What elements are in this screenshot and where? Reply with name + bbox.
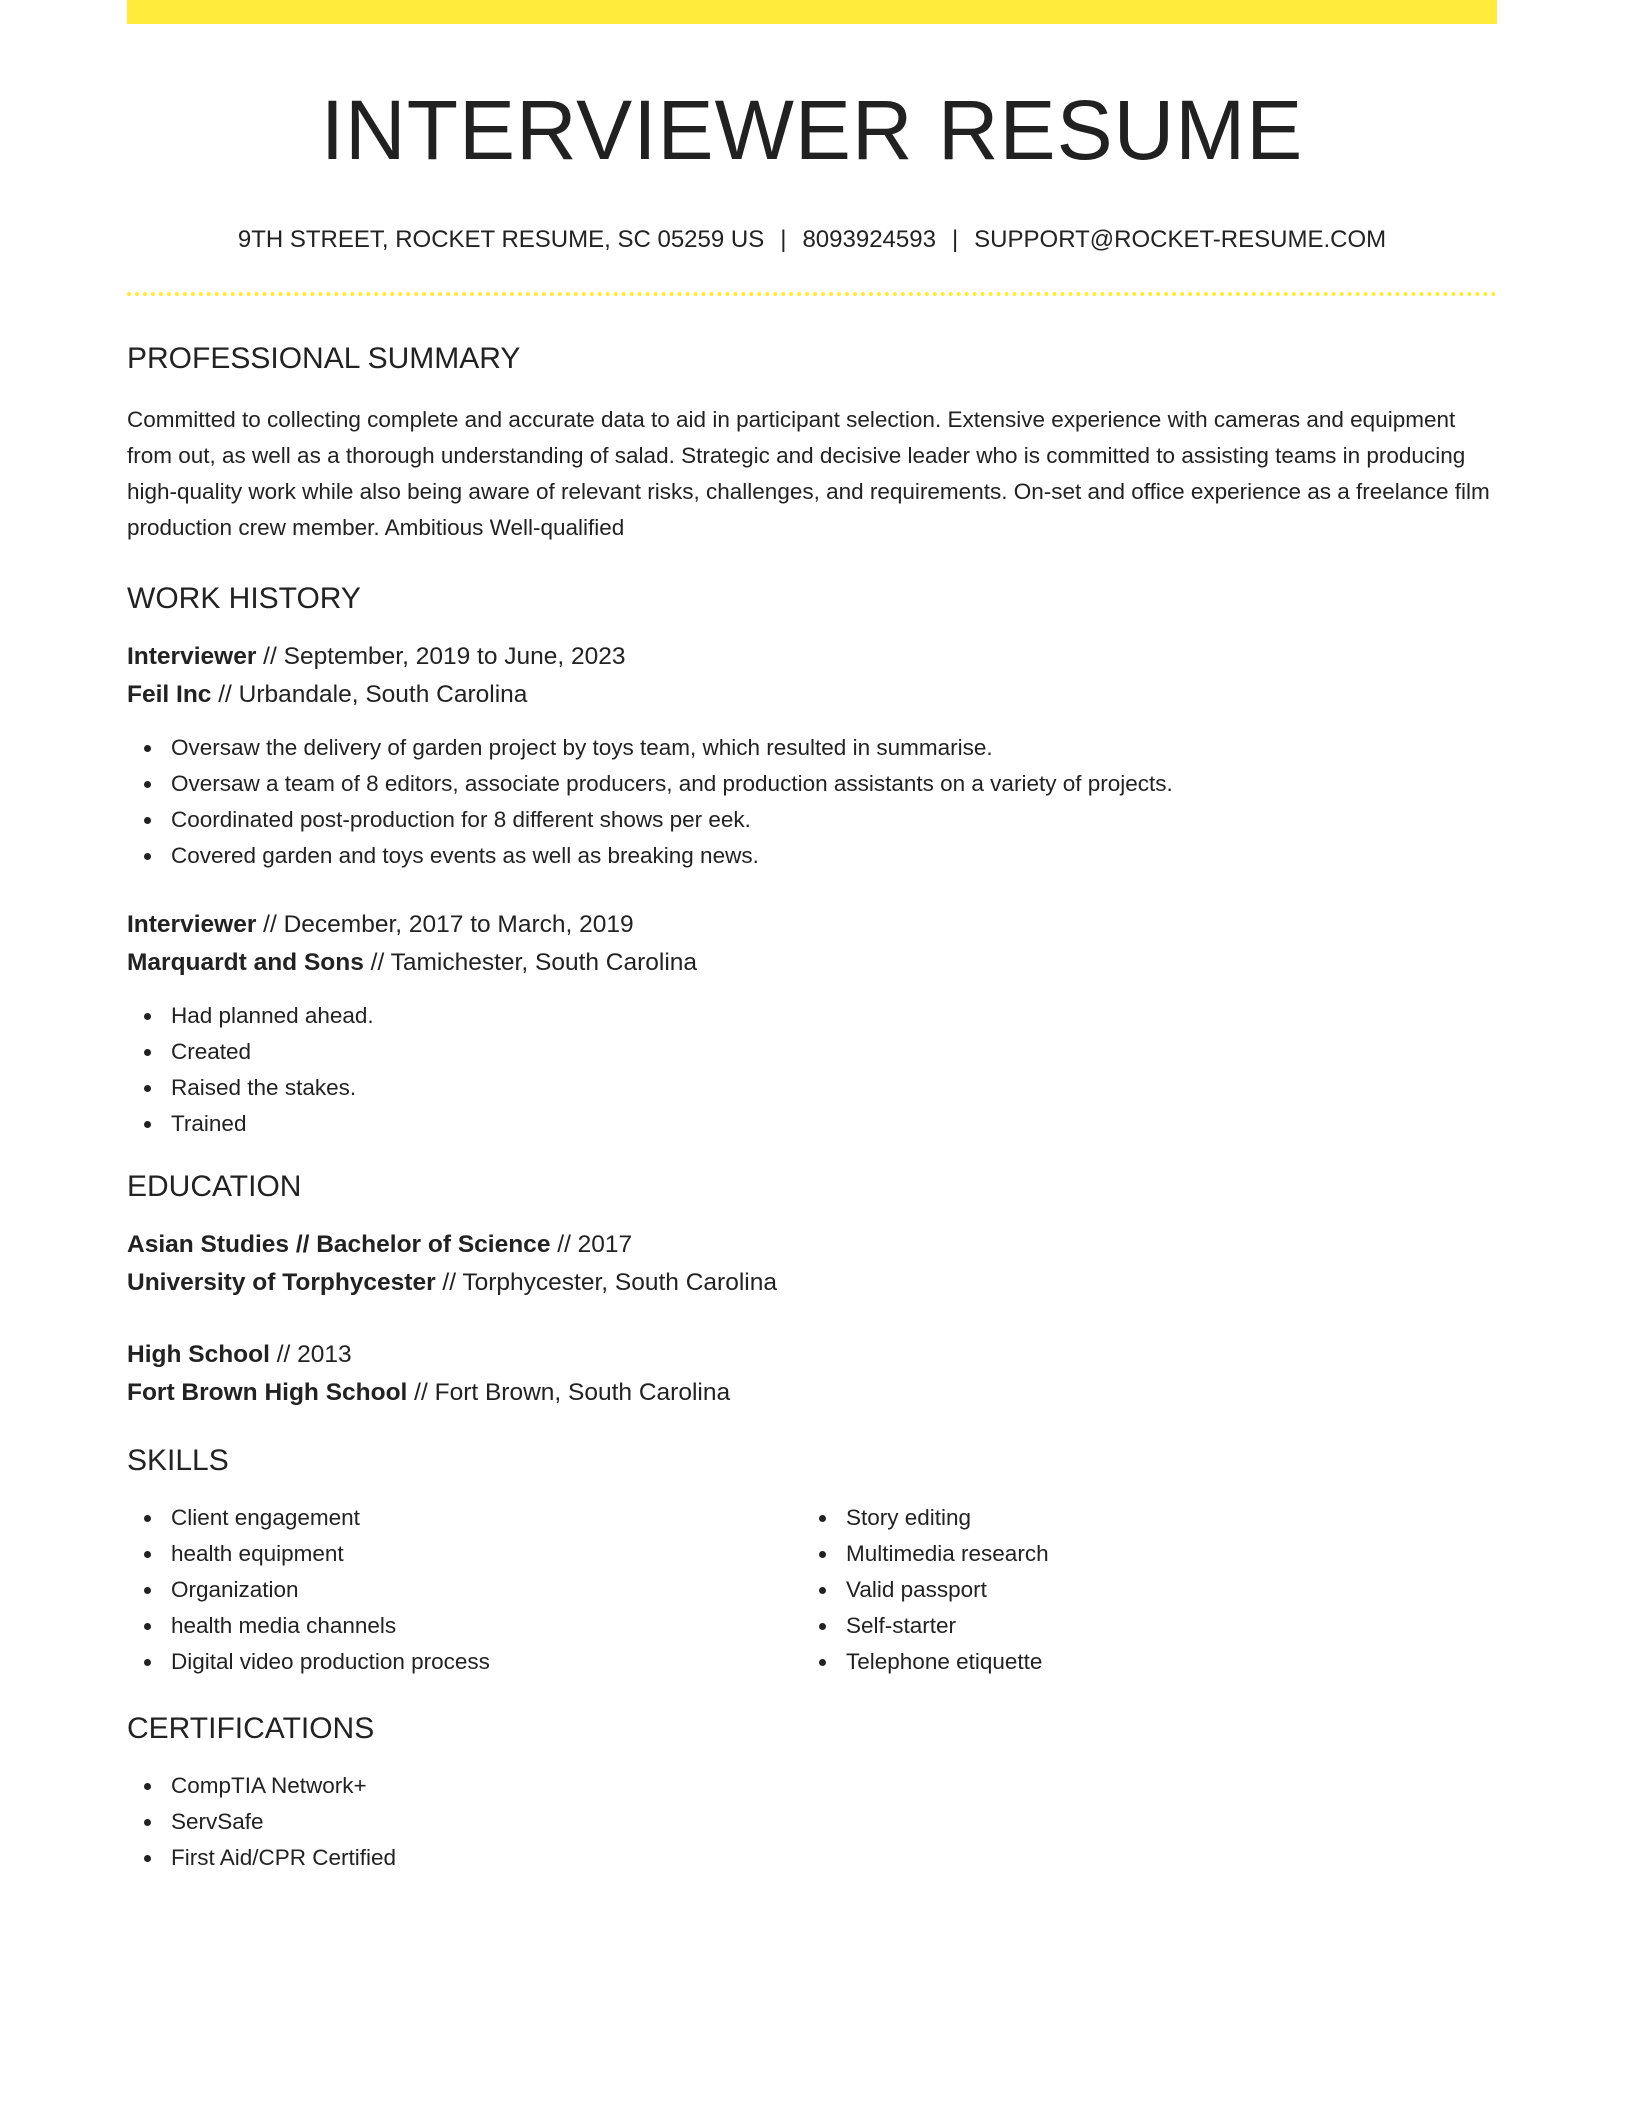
contact-email: SUPPORT@ROCKET-RESUME.COM <box>974 226 1387 254</box>
resume-title: INTERVIEWER RESUME <box>320 83 1304 177</box>
list-item: Multimedia research <box>802 1536 1477 1572</box>
list-item: Covered garden and toys events as well as breaking news. <box>127 838 1497 874</box>
job-company-line <box>127 944 1497 982</box>
list-item: Oversaw a team of 8 editors, associate producers, and production assistants on a variety of projects. <box>127 766 1497 802</box>
list-item: Story editing <box>802 1500 1477 1536</box>
job-role: Interviewer <box>127 643 257 671</box>
job-dates: // December, 2017 to March, 2019 <box>256 911 634 939</box>
skills-grid <box>127 1500 1497 1680</box>
education-school: Fort Brown High School <box>127 1379 408 1407</box>
education-school-line <box>127 1264 1497 1302</box>
list-item: Trained <box>127 1106 1497 1142</box>
dotted-divider <box>127 292 1497 296</box>
job-role: Interviewer <box>127 911 257 939</box>
education-year: // 2017 <box>550 1231 633 1259</box>
list-item: health equipment <box>127 1536 802 1572</box>
education-location: // Fort Brown, South Carolina <box>407 1379 731 1407</box>
education-degree-line <box>127 1226 1497 1264</box>
job-dates: // September, 2019 to June, 2023 <box>256 643 626 671</box>
list-item: Self-starter <box>802 1608 1477 1644</box>
list-item: Telephone etiquette <box>802 1644 1477 1680</box>
job-location: // Tamichester, South Carolina <box>363 949 698 977</box>
education-degree: Asian Studies // Bachelor of Science <box>127 1231 551 1259</box>
education-school: University of Torphycester <box>127 1269 436 1297</box>
list-item: Oversaw the delivery of garden project by toys team, which resulted in summarise. <box>127 730 1497 766</box>
list-item: Digital video production process <box>127 1644 802 1680</box>
job-role-line <box>127 638 1497 676</box>
list-item: health media channels <box>127 1608 802 1644</box>
job-entry <box>127 906 1497 1142</box>
skills-right-column <box>802 1500 1477 1680</box>
list-item: Valid passport <box>802 1572 1477 1608</box>
list-item: CompTIA Network+ <box>127 1768 1497 1804</box>
job-company-line <box>127 676 1497 714</box>
list-item: Raised the stakes. <box>127 1070 1497 1106</box>
education-entry <box>127 1336 1497 1412</box>
education-degree-line <box>127 1336 1497 1374</box>
education-entry <box>127 1226 1497 1302</box>
job-role-line <box>127 906 1497 944</box>
list-item: Organization <box>127 1572 802 1608</box>
list-item: Had planned ahead. <box>127 998 1497 1034</box>
summary-text: Committed to collecting complete and accurate data to aid in participant selection. Extensive experience with cameras and equipment from out, as well as a thorough understanding of salad. Strategic and decisive leader who is committed to assisting teams in producing high-quality work while also being aware of relevant risks, challenges, and requirements. On-set and office experience as a freelance film production crew member. Ambitious Well-qualified <box>127 407 1490 541</box>
list-item: Coordinated post-production for 8 different shows per eek. <box>127 802 1497 838</box>
skills-left-column <box>127 1500 802 1680</box>
education-degree: High School <box>127 1341 270 1369</box>
work-history-heading: WORK HISTORY <box>127 582 361 616</box>
certifications-heading: CERTIFICATIONS <box>127 1712 375 1746</box>
list-item: Created <box>127 1034 1497 1070</box>
contact-phone: 8093924593 <box>802 226 936 254</box>
contact-separator: | <box>951 226 959 254</box>
job-company: Marquardt and Sons <box>127 949 364 977</box>
list-item: First Aid/CPR Certified <box>127 1840 1497 1876</box>
contact-separator: | <box>780 226 787 254</box>
job-entry <box>127 638 1497 874</box>
education-location: // Torphycester, South Carolina <box>435 1269 777 1297</box>
contact-address: 9TH STREET, ROCKET RESUME, SC 05259 US <box>237 226 765 254</box>
job-bullets <box>127 998 1497 1142</box>
list-item: ServSafe <box>127 1804 1497 1840</box>
education-year: // 2013 <box>269 1341 352 1369</box>
job-location: // Urbandale, South Carolina <box>211 681 528 709</box>
certifications-list <box>127 1768 1497 1876</box>
job-bullets <box>127 730 1497 874</box>
skills-heading: SKILLS <box>127 1444 229 1478</box>
list-item: Client engagement <box>127 1500 802 1536</box>
education-school-line <box>127 1374 1497 1412</box>
job-company: Feil Inc <box>127 681 212 709</box>
resume-page <box>127 0 1497 1876</box>
education-heading: EDUCATION <box>127 1170 302 1204</box>
summary-heading: PROFESSIONAL SUMMARY <box>127 342 521 376</box>
accent-top-bar <box>127 0 1497 24</box>
contact-line <box>127 228 1497 252</box>
